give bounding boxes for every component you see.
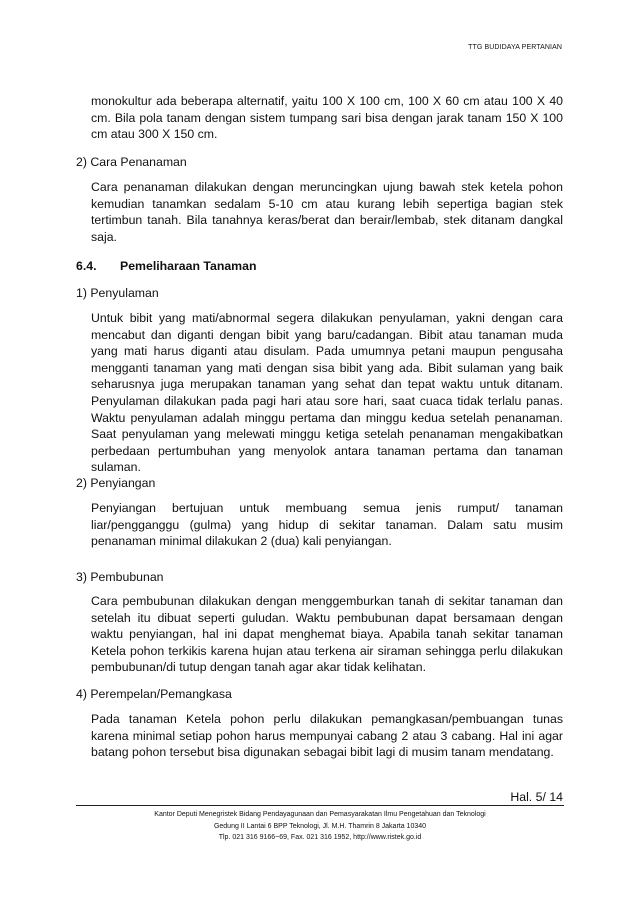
cara-penanaman-paragraph: Cara penanaman dilakukan dengan meruncingkan ujung bawah stek ketela pohon kemudian tanamkan sedalam 5-10 cm atau kurang lebih sepertiga bagian stek tertimbun tanah. Bila tanahnya keras/berat dan berair/lembab, stek ditanam dangkal saja.: [91, 180, 563, 244]
perempelan-paragraph: Pada tanaman Ketela pohon perlu dilakukan pemangkasan/pembuangan tunas karena minimal setiap pohon harus mempunyai cabang 2 atau 3 cabang. Hal ini agar batang pohon tersebut bisa digunakan sebagai bibit lagi di musim tanam mendatang.: [91, 712, 563, 760]
footer: [76, 809, 564, 844]
intro-paragraph: monokultur ada beberapa alternatif, yaitu 100 X 100 cm, 100 X 60 cm atau 100 X 40 cm. Bila pola tanam dengan sistem tumpang sari bisa dengan jarak tanam 150 X 100 cm atau 300 X 150 cm.: [91, 94, 563, 142]
page-number: Hal. 5/ 14: [510, 790, 563, 804]
pembubunan-paragraph: Cara pembubunan dilakukan dengan menggemburkan tanah di sekitar tanaman dan setelah itu dibuat seperti guludan. Waktu pembubunan dapat bersamaan dengan waktu penyiangan, hal ini dapat menghemat biaya. Apabila tanah sekitar tanaman Ketela pohon terkikis karena hujan atau terkena air siraman sehingga perlu dilakukan pembubunan/di tutup dengan tanah agar akar tidak kelihatan.: [91, 594, 563, 675]
footer-divider: [76, 805, 564, 806]
footer-line-3: Tlp. 021 316 9166~69, Fax. 021 316 1952, http://www.ristek.go.id: [218, 834, 422, 842]
penyiangan-paragraph: Penyiangan bertujuan untuk membuang semua jenis rumput/ tanaman liar/pengganggu (gulma) yang hidup di sekitar tanaman. Dalam satu musim penanaman minimal dilakukan 2 (dua) kali penyiangan.: [91, 501, 563, 549]
section-title: Pemeliharaan Tanaman: [120, 259, 257, 273]
footer-line-2: Gedung II Lantai 6 BPP Teknologi, Jl. M.H. Thamrin 8 Jakarta 10340: [213, 822, 427, 830]
heading-cara-penanaman: 2) Cara Penanaman: [76, 155, 187, 169]
heading-penyiangan: 2) Penyiangan: [76, 476, 156, 490]
section-number: 6.4.: [76, 259, 97, 273]
penyulaman-paragraph: Untuk bibit yang mati/abnormal segera dilakukan penyulaman, yakni dengan cara mencabut dan diganti dengan bibit yang baru/cadangan. Bibit atau tanaman muda yang mati harus diganti atau disulam. Pada umumnya petani maupun pengusaha mengganti tanaman yang mati dengan sisa bibit yang ada. Bibit sulaman yang baik seharusnya juga merupakan tanaman yang sehat dan tepat waktu untuk ditanam. Penyulaman dilakukan pada pagi hari atau sore hari, saat cuaca tidak terlalu panas. Waktu penyulaman adalah minggu pertama dan minggu kedua setelah penanaman. Saat penyulaman yang melewati minggu ketiga setelah penanaman mengakibatkan perbedaan pertumbuhan yang menyolok antara tanaman pertama dan tanaman sulaman.: [91, 311, 563, 475]
heading-pembubunan: 3) Pembubunan: [76, 570, 164, 584]
heading-penyulaman: 1) Penyulaman: [76, 286, 159, 300]
footer-line-1: Kantor Deputi Menegristek Bidang Pendayagunaan dan Pemasyarakatan Ilmu Pengetahuan dan Teknologi: [154, 811, 486, 818]
section-heading: [76, 258, 256, 274]
heading-perempelan: 4) Perempelan/Pemangkasa: [76, 687, 232, 701]
running-header: TTG BUDIDAYA PERTANIAN: [468, 44, 562, 51]
